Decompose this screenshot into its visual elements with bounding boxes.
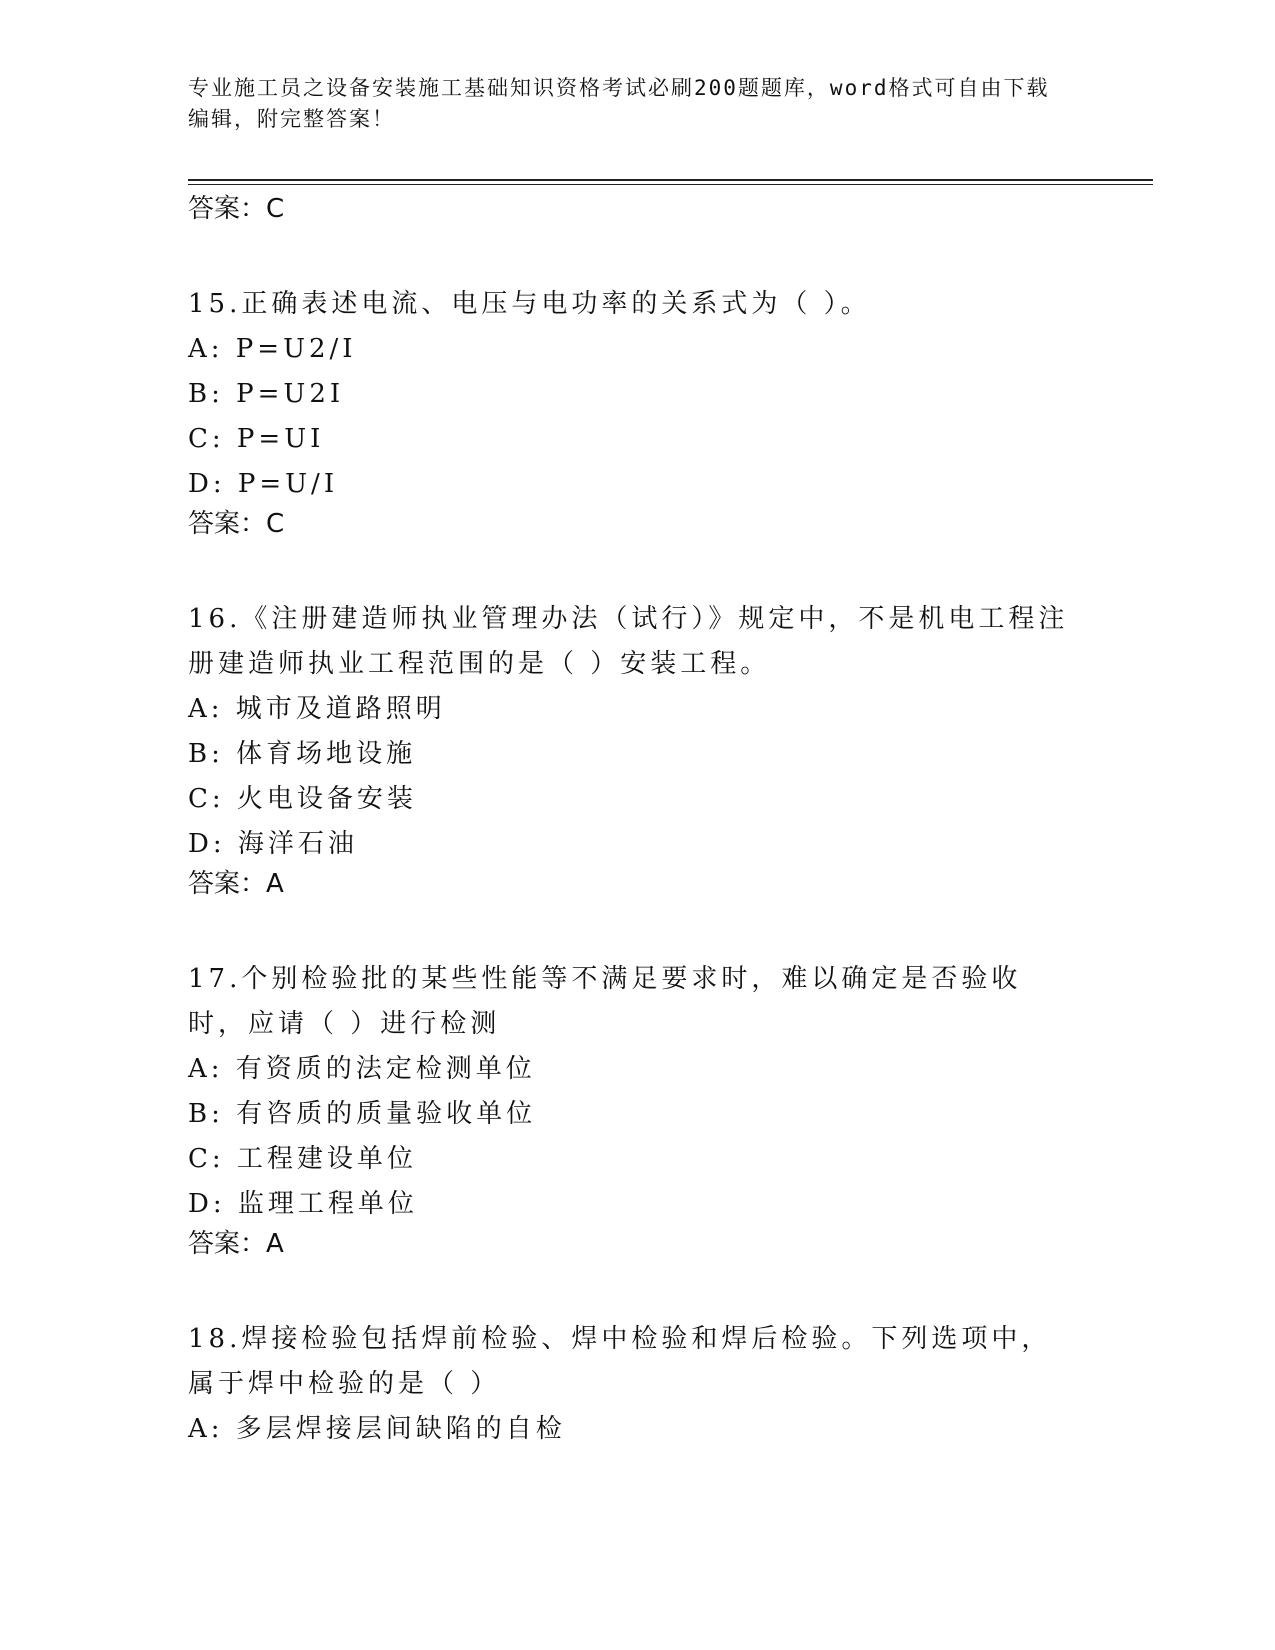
question-list — [188, 192, 1078, 1452]
option-c: C: 火电设备安装 — [188, 784, 417, 814]
question-17 — [188, 957, 1078, 1261]
option-a: A: 多层焊接层间缺陷的自检 — [188, 1414, 566, 1444]
answer-line: 答案：C — [188, 194, 285, 224]
option-b: B: P=U2I — [188, 379, 345, 409]
question-16 — [188, 597, 1078, 901]
header-divider-thin — [188, 184, 1153, 185]
option-d: D: P=U/I — [188, 469, 339, 499]
option-a: A: 有资质的法定检测单位 — [188, 1054, 536, 1084]
option-d: D: 海洋石油 — [188, 829, 358, 859]
question-stem: 15.正确表述电流、电压与电功率的关系式为（ ）。 — [188, 289, 871, 319]
question-stem: 18.焊接检验包括焊前检验、焊中检验和焊后检验。下列选项中，属于焊中检验的是（ ） — [188, 1324, 1052, 1399]
question-stem: 16.《注册建造师执业管理办法（试行）》规定中，不是机电工程注册建造师执业工程范围的是（ ）安装工程。 — [188, 604, 1069, 679]
question-15 — [188, 282, 1078, 541]
option-b: B: 体育场地设施 — [188, 739, 417, 769]
option-a: A: P=U2/I — [188, 334, 357, 364]
answer-line: 答案：A — [188, 869, 284, 899]
option-c: C: P=UI — [188, 424, 325, 454]
answer-line: 答案：C — [188, 509, 285, 539]
document-header: 专业施工员之设备安装施工基础知识资格考试必刷200题题库，word格式可自由下载编辑，附完整答案！ — [188, 76, 1050, 131]
option-b: B: 有咨质的质量验收单位 — [188, 1099, 537, 1129]
option-d: D: 监理工程单位 — [188, 1189, 418, 1219]
header-divider-thick — [188, 179, 1153, 181]
question-stem: 17.个别检验批的某些性能等不满足要求时，难以确定是否验收时，应请（ ）进行检测 — [188, 964, 1022, 1039]
option-c: C: 工程建设单位 — [188, 1144, 417, 1174]
answer-line: 答案：A — [188, 1229, 284, 1259]
option-a: A: 城市及道路照明 — [188, 694, 446, 724]
question-18 — [188, 1317, 1078, 1452]
